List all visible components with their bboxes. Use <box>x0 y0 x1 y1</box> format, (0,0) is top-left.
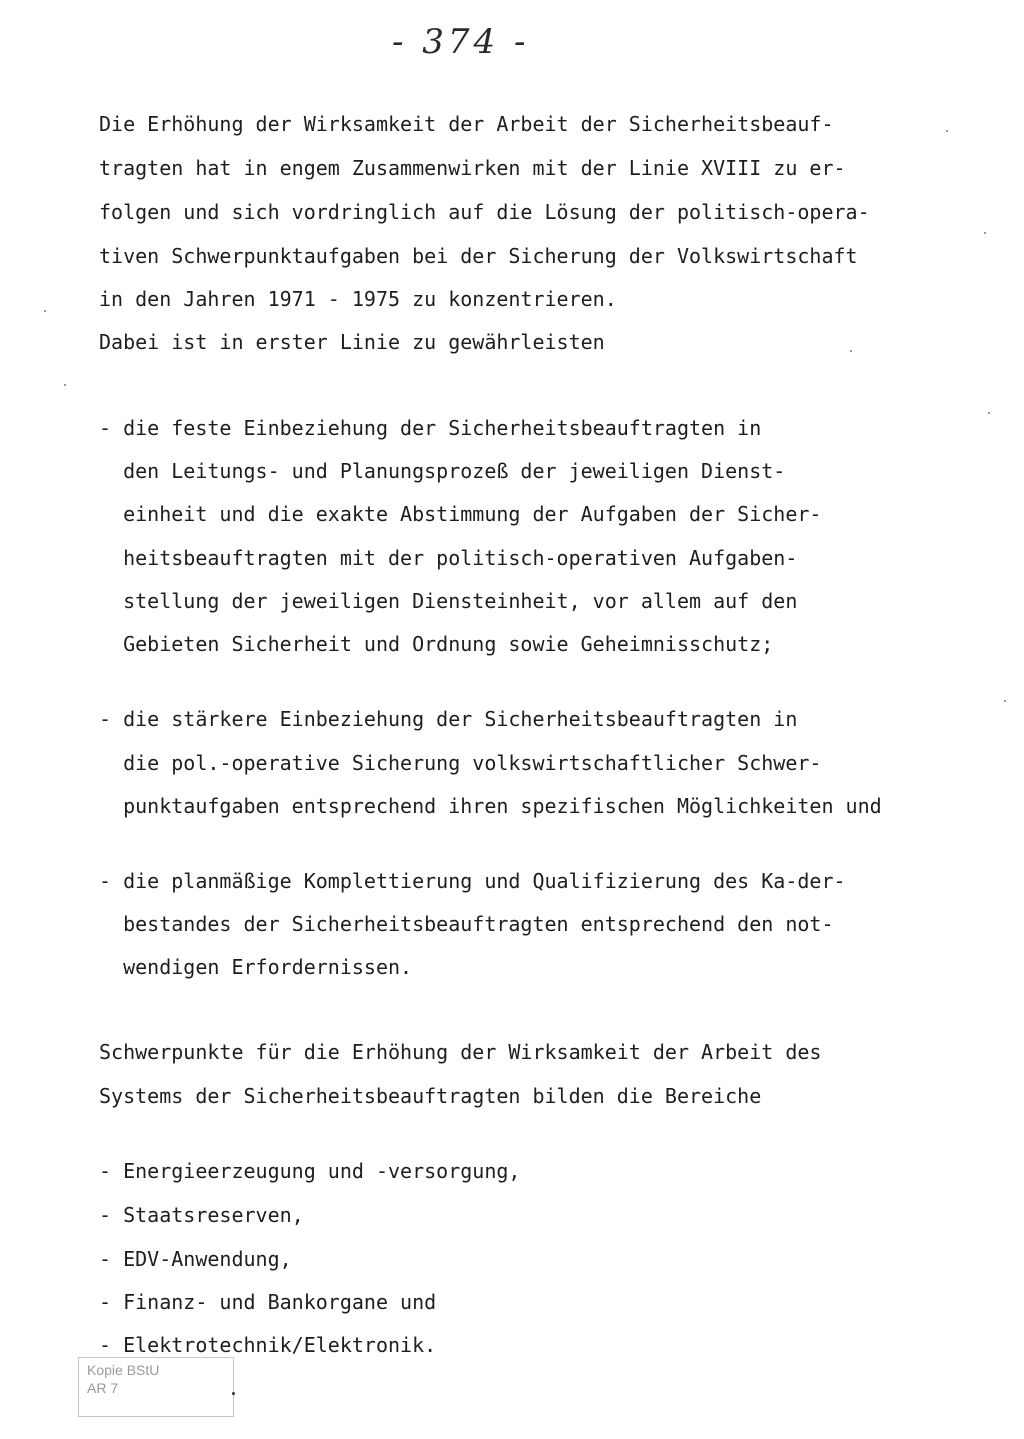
list-item: - Finanz- und Bankorgane und <box>99 1290 437 1314</box>
list-item: - EDV-Anwendung, <box>99 1247 292 1271</box>
page-number: - 374 - <box>392 22 530 62</box>
paragraph-line: folgen und sich vordringlich auf die Lösung der politisch-opera- <box>99 200 870 224</box>
list-item: - Staatsreserven, <box>99 1203 304 1227</box>
bullet-line: wendigen Erfordernissen. <box>99 955 413 979</box>
bullet-line: - die stärkere Einbeziehung der Sicherheitsbeauftragten in <box>99 707 798 731</box>
scan-speck <box>64 384 66 386</box>
bullet-line: stellung der jeweiligen Diensteinheit, vor allem auf den <box>99 589 798 613</box>
bullet-line: - die planmäßige Komplettierung und Qualifizierung des Ka-der- <box>99 869 846 893</box>
bullet-line: punktaufgaben entsprechend ihren spezifischen Möglichkeiten und <box>99 794 882 818</box>
paragraph-line: tragten hat in engem Zusammenwirken mit der Linie XVIII zu er- <box>99 156 846 180</box>
bullet-line: die pol.-operative Sicherung volkswirtschaftlicher Schwer- <box>99 751 822 775</box>
paragraph-line: Schwerpunkte für die Erhöhung der Wirksamkeit der Arbeit des <box>99 1040 822 1064</box>
stamp-dot <box>232 1392 235 1395</box>
paragraph-line: Dabei ist in erster Linie zu gewährleisten <box>99 330 605 354</box>
stamp-line: Kopie BStU <box>87 1362 160 1378</box>
scan-speck <box>988 412 990 414</box>
paragraph-line: in den Jahren 1971 - 1975 zu konzentrieren. <box>99 287 617 311</box>
bullet-line: heitsbeauftragten mit der politisch-operativen Aufgaben- <box>99 546 798 570</box>
paragraph-line: tiven Schwerpunktaufgaben bei der Sicherung der Volkswirtschaft <box>99 244 858 268</box>
stamp-line: AR 7 <box>87 1380 119 1396</box>
archive-stamp <box>78 1357 234 1417</box>
paragraph-line: Die Erhöhung der Wirksamkeit der Arbeit der Sicherheitsbeauf- <box>99 112 834 136</box>
paragraph-line: Systems der Sicherheitsbeauftragten bilden die Bereiche <box>99 1084 762 1108</box>
list-item: - Energieerzeugung und -versorgung, <box>99 1159 521 1183</box>
bullet-line: den Leitungs- und Planungsprozeß der jeweiligen Dienst- <box>99 459 786 483</box>
bullet-line: Gebieten Sicherheit und Ordnung sowie Geheimnisschutz; <box>99 632 774 656</box>
list-item: - Elektrotechnik/Elektronik. <box>99 1333 437 1357</box>
scan-speck <box>850 350 852 352</box>
scan-speck <box>44 310 46 312</box>
scan-speck <box>946 130 948 132</box>
scan-speck <box>984 232 986 234</box>
bullet-line: - die feste Einbeziehung der Sicherheitsbeauftragten in <box>99 416 762 440</box>
bullet-line: einheit und die exakte Abstimmung der Aufgaben der Sicher- <box>99 502 822 526</box>
scan-speck <box>1004 700 1006 702</box>
bullet-line: bestandes der Sicherheitsbeauftragten entsprechend den not- <box>99 912 834 936</box>
